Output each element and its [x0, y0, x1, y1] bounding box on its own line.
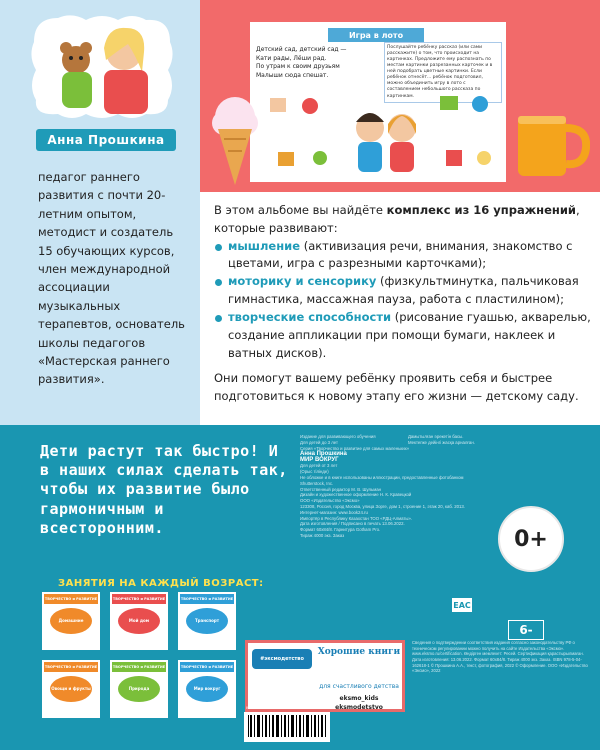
- description-intro: В этом альбоме вы найдёте комплекс из 16 упражнений, которые развивают:: [214, 203, 580, 235]
- cup-icon: [512, 110, 590, 182]
- series-book-cover: ТВОРЧЕСТВО и РАЗВИТИЕ Домашние животные: [42, 592, 100, 650]
- isbn-text: ISBN 978-5-04-162618-1: [246, 706, 291, 710]
- skill-item: моторику и сенсорику (физкультминутка, пальчиковая гимнастика, массажная пауза, работа с пластилином);: [214, 273, 592, 309]
- series-label: ЗАНЯТИЯ НА КАЖДЫЙ ВОЗРАСТ:: [58, 578, 264, 589]
- skill-item: мышление (активизация речи, внимания, знакомство с цветами, игра с разрезными карточками);: [214, 238, 592, 274]
- skills-list: [214, 238, 592, 363]
- imprint-text: Издание для развивающего обучения Для детей до 3 лет Серия «Творчество и развитие для самых маленьких» Анна Прошкина МИР ВОКРУГ Для детей от 3 лет (Орыс тілінде) Не обложке и в книге использованы иллюстрации, предоставленные фотобанком Shutterstock, Inc. Ответственный редактор М. В. Шульман Дизайн и художественное оформление Н. К. Кравецкой ООО «Издательство «Эксмо» 123308, Россия, город Москва, улица Зорге, дом 1, строение 1, этаж 20, каб. 2013. Интернет-магазин: www.book24.ru Импортёр в Республику Казахстан ТОО «РДЦ-Алматы». Дата изготовления / Подписано в печать 13.06.2022. Формат 60х84/8. Гарнитура Gotham Pro. Тираж 4000 экз. Заказ: [300, 434, 465, 538]
- social-handle-detstvo[interactable]: eksmodetstvo: [335, 704, 383, 711]
- series-book-cover: ТВОРЧЕСТВО и РАЗВИТИЕ Природа: [110, 660, 168, 718]
- age-limit-box: 6-: [508, 620, 544, 640]
- author-name: Анна Прошкина: [36, 129, 176, 151]
- age-rating-seal: 0+: [498, 506, 564, 572]
- imprint-kazakh: Дамытылған әрекетін басы. Мектепке дейінгі жасқа арналған.: [408, 434, 475, 445]
- certification-text: Сведения о подтверждении соответствия издания согласно законодательству РФ о техническом регулировании можно получить на сайте Издательства «Эксмо». www.eksmo.ru/certification. Өндірген мемлекет: Ресей. Сертификация қарастырылмаған. Дата изготовления: 13.06.2022. Формат 60х84/8. Тираж 4000 экз. Заказ. ISBN 978-5-04-162618-1 © Прошкина А.А., текст, фотография, 2022 © Оформление. ООО «Издательство «Эксмо», 2022: [412, 640, 588, 674]
- series-book-cover: ТВОРЧЕСТВО и РАЗВИТИЕ Мир вокруг: [178, 660, 236, 718]
- promo-subtitle: для счастливого детства: [319, 683, 399, 690]
- barcode: [244, 712, 330, 742]
- album-description: [214, 202, 592, 406]
- social-handle-kids[interactable]: eksmo_kids: [339, 695, 379, 702]
- series-book-cover: ТВОРЧЕСТВО и РАЗВИТИЕ Мой дом: [110, 592, 168, 650]
- description-outro: Они помогут вашему ребёнку проявить себя и быстрее подготовиться к новому этапу его жизни — детскому саду.: [214, 371, 579, 404]
- author-bio: педагог раннего развития с почти 20-летним опытом, методист и создатель 15 обучающих курсов, член международной ассоциации музыкальных терапевтов, основатель школы педагогов «Мастерская раннего развития».: [38, 170, 185, 387]
- series-book-cover: ТВОРЧЕСТВО и РАЗВИТИЕ Транспорт: [178, 592, 236, 650]
- promo-badge: #эксмодетство: [252, 649, 312, 669]
- promo-title: Хорошие книги: [317, 647, 401, 657]
- page-preview-instruction: Послушайте ребёнку рассказ (или сами расскажите) о том, что происходит на картинках. Предложите ему распознать по местам картинки разрезанных карточек и в ней подобрать цветные картинки. Если ребёнок отнесёт... ребёнок подготовил, можно объединить игру в лото с составлением небольшого рассказа по картинкам.: [384, 42, 502, 103]
- page-preview-banner: Игра в лото: [328, 28, 424, 42]
- slogan: Дети растут так быстро! И в наших силах сделать так, чтобы их развитие было гармоничным и всесторонним.: [40, 442, 288, 537]
- series-book-cover: ТВОРЧЕСТВО и РАЗВИТИЕ Овощи и фрукты: [42, 660, 100, 718]
- page-preview-poem: Детский сад, детский сад — Кати рады, Лёши рад. По утрам к своим друзьям Малыши сюда спешат.: [256, 46, 347, 80]
- promo-card: [245, 640, 405, 712]
- page-preview: [250, 22, 506, 182]
- author-photo: [28, 12, 176, 122]
- page-preview-illustration: [250, 88, 506, 182]
- skill-item: творческие способности (рисование гуашью, акварелью, создание аппликации при помощи бумаги, наклеек и ватных дисков).: [214, 309, 592, 362]
- eac-mark: EAC: [452, 598, 472, 612]
- ice-cream-icon: [212, 95, 258, 187]
